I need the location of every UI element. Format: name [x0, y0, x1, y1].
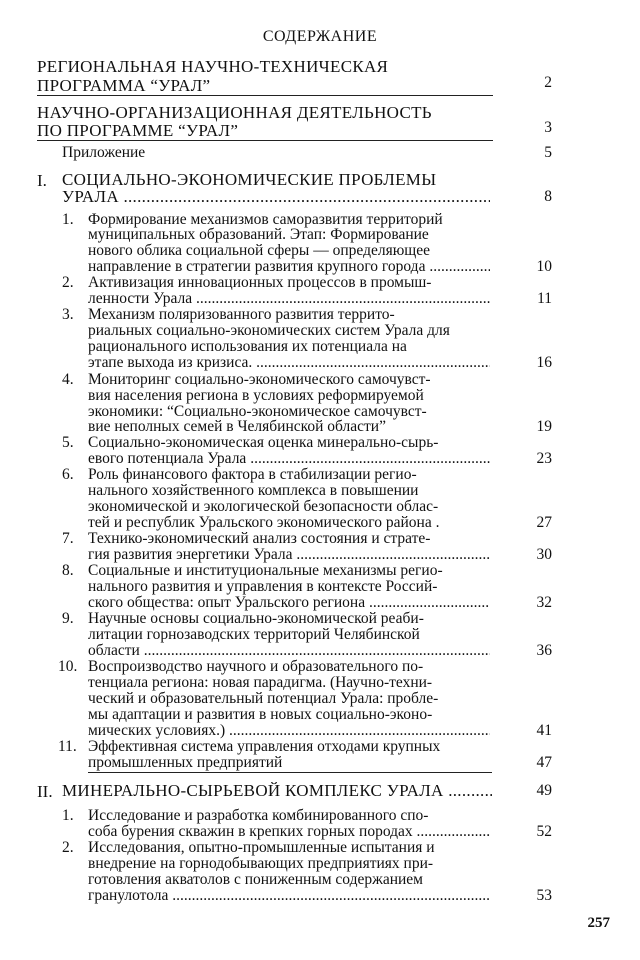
- toc-entry-text: вия населения региона в условиях реформируемой: [88, 387, 424, 404]
- toc-entry-text: евого потенциала Урала .....: [88, 450, 490, 467]
- toc-entry-text: гия развития энергетики Урала .....: [88, 546, 490, 563]
- toc-page-number: 53: [536, 887, 552, 904]
- toc-entry-text: тей и республик Уральского экономического района .: [88, 514, 440, 531]
- toc-entry-text: Роль финансового фактора в стабилизации регио-: [88, 466, 417, 483]
- toc-entry-text: РЕГИОНАЛЬНАЯ НАУЧНО-ТЕХНИЧЕСКАЯ: [37, 58, 389, 76]
- toc-entry-text: ленности Урала .....: [88, 290, 490, 307]
- toc-page-number: 41: [536, 722, 552, 739]
- toc-entry-text: Эффективная система управления отходами крупных: [88, 738, 441, 755]
- toc-entry-text: Исследования, опытно-промышленные испытания и: [88, 839, 435, 856]
- item-number: 5.: [62, 434, 74, 451]
- toc-page-number: 16: [536, 354, 552, 371]
- toc-entry-text: мы адаптации и развития в новых социально-эконо-: [88, 706, 433, 723]
- toc-page-number: 2: [544, 74, 552, 91]
- toc-entry-text: Технико-экономический анализ состояния и страте-: [88, 530, 431, 547]
- toc-page-number: 32: [536, 594, 552, 611]
- toc-entry-text: ПО ПРОГРАММЕ “УРАЛ”: [37, 122, 239, 140]
- entry-rule: [37, 95, 493, 96]
- toc-page-number: 36: [536, 642, 552, 659]
- toc-page-number: 3: [544, 119, 552, 136]
- toc-page-number: 5: [544, 144, 552, 161]
- toc-page-number: 8: [544, 188, 552, 205]
- toc-heading: СОДЕРЖАНИЕ: [262, 28, 378, 45]
- item-number: 11.: [58, 738, 77, 755]
- toc-entry-text: промышленных предприятий: [88, 754, 283, 771]
- toc-entry-text: Воспроизводство научного и образовательного по-: [88, 658, 424, 675]
- toc-page-number: 30: [536, 546, 552, 563]
- toc-page-number: 52: [536, 823, 552, 840]
- item-number: 4.: [62, 371, 74, 388]
- toc-entry-text: нального хозяйственного комплекса в повышении: [88, 482, 419, 499]
- item-number: 1.: [62, 807, 74, 824]
- toc-entry-text: Исследование и разработка комбинированного спо-: [88, 807, 429, 824]
- toc-entry-text: этапе выхода из кризиса. .....: [88, 354, 490, 371]
- page-folio: 257: [587, 915, 610, 931]
- section-number: II.: [37, 782, 53, 801]
- toc-entry-text: Механизм поляризованного развития террито-: [88, 306, 395, 323]
- toc-entry-text: ского общества: опыт Уральского региона .....: [88, 594, 490, 611]
- toc-entry-text: готовления акватолов с пониженным содержанием: [88, 871, 423, 888]
- toc-entry-text: тенциала региона: новая парадигма. (Научно-техни-: [88, 674, 433, 691]
- toc-entry-text: Приложение: [62, 144, 146, 161]
- toc-entry-text: СОЦИАЛЬНО-ЭКОНОМИЧЕСКИЕ ПРОБЛЕМЫ: [62, 171, 437, 189]
- toc-entry-text: Мониторинг социально-экономического самочувст-: [88, 371, 431, 388]
- toc-entry-text: внедрение на горнодобывающих предприятиях при-: [88, 855, 434, 872]
- item-number: 10.: [58, 658, 78, 675]
- toc-entry-text: Научные основы социально-экономической реаби-: [88, 610, 424, 627]
- toc-entry-text: области .....: [88, 642, 490, 659]
- item-number: 2.: [62, 839, 74, 856]
- toc-entry-text: нального развития и управления в контексте Россий-: [88, 578, 438, 595]
- toc-entry-text: рационального использования их потенциала на: [88, 338, 407, 355]
- toc-entry-text: Формирование механизмов саморазвития территорий: [88, 211, 443, 228]
- toc-entry-text: Активизация инновационных процессов в промыш-: [88, 274, 432, 291]
- toc-page-number: 19: [536, 418, 552, 435]
- toc-page-number: 23: [536, 450, 552, 467]
- toc-entry-text: гранулотола .....: [88, 887, 490, 904]
- toc-page-number: 49: [536, 782, 552, 799]
- toc-entry-text: риальных социально-экономических систем Урала для: [88, 322, 450, 339]
- toc-entry-text: МИНЕРАЛЬНО-СЫРЬЕВОЙ КОМПЛЕКС УРАЛА .....: [62, 782, 492, 800]
- toc-page-number: 10: [536, 258, 552, 275]
- toc-entry-text: соба бурения скважин в крепких горных породах .....: [88, 823, 490, 840]
- toc-entry-text: муниципальных образований. Этап: Формирование: [88, 226, 429, 243]
- toc-entry-text: Социально-экономическая оценка минерально-сырь-: [88, 434, 439, 451]
- entry-rule: [88, 772, 492, 773]
- toc-page-number: 11: [537, 290, 552, 307]
- item-number: 7.: [62, 530, 74, 547]
- toc-entry-text: экономики: “Социально-экономическое самочувст-: [88, 403, 427, 420]
- item-number: 8.: [62, 562, 74, 579]
- item-number: 3.: [62, 306, 74, 323]
- toc-page-number: 27: [536, 514, 552, 531]
- toc-page-number: 47: [536, 754, 552, 771]
- item-number: 1.: [62, 211, 74, 228]
- toc-entry-text: НАУЧНО-ОРГАНИЗАЦИОННАЯ ДЕЯТЕЛЬНОСТЬ: [37, 104, 432, 122]
- toc-entry-text: вие неполных семей в Челябинской области”: [88, 418, 386, 435]
- entry-rule: [37, 140, 493, 141]
- toc-entry-text: мических условиях.) .....: [88, 722, 490, 739]
- toc-entry-text: литации горнозаводских территорий Челябинской: [88, 626, 420, 643]
- toc-entry-text: ческий и образовательный потенциал Урала: пробле-: [88, 690, 439, 707]
- item-number: 2.: [62, 274, 74, 291]
- toc-entry-text: направление в стратегии развития крупного города .....: [88, 258, 490, 275]
- item-number: 6.: [62, 466, 74, 483]
- section-number: I.: [37, 171, 47, 190]
- toc-entry-text: ПРОГРАММА “УРАЛ”: [37, 77, 211, 95]
- toc-entry-text: экономической и экологической безопасности облас-: [88, 498, 439, 515]
- toc-entry-text: Социальные и институциональные механизмы регио-: [88, 562, 443, 579]
- toc-entry-text: нового облика социальной сферы — определяющее: [88, 242, 430, 259]
- item-number: 9.: [62, 610, 74, 627]
- toc-entry-text: УРАЛА .....: [62, 188, 490, 206]
